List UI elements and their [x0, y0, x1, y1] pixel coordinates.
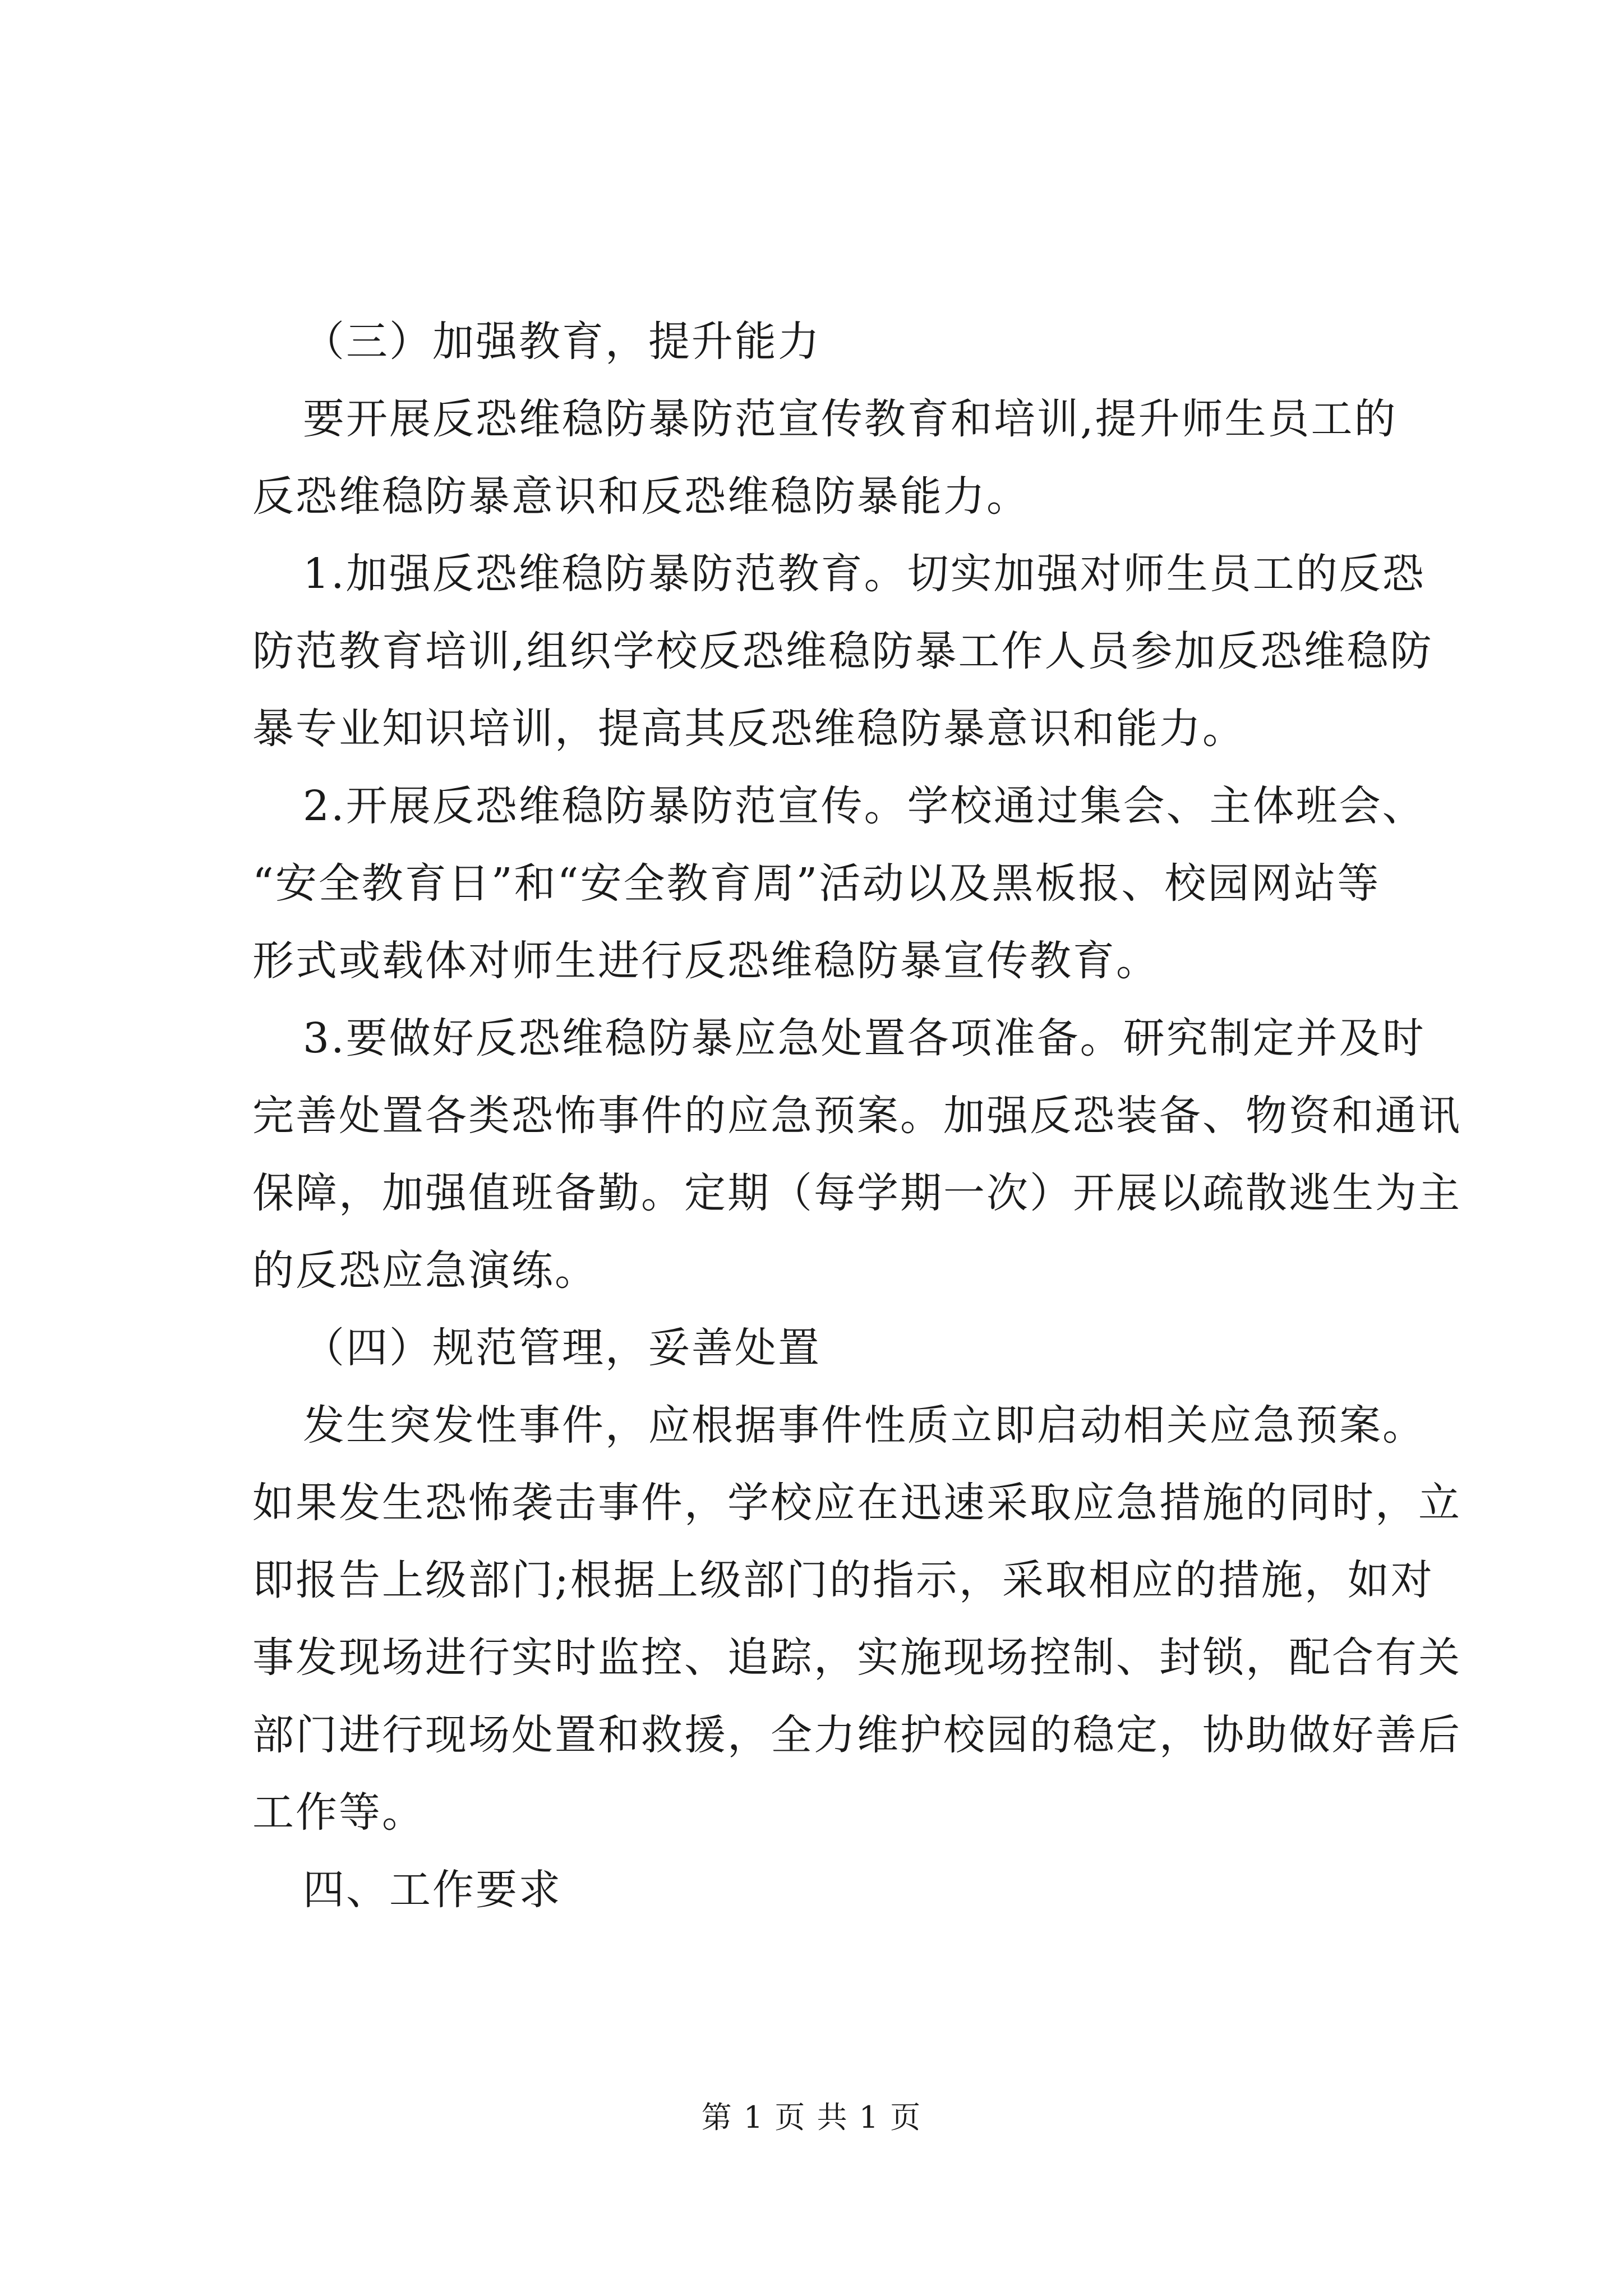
section-heading: 四、工作要求	[303, 1866, 562, 1914]
paragraph-line: 完善处置各类恐怖事件的应急预案。加强反恐装备、物资和通讯	[252, 1092, 1461, 1140]
paragraph-line: 反恐维稳防暴意识和反恐维稳防暴能力。	[252, 472, 1030, 521]
paragraph-line: 保障，加强值班备勤。定期（每学期一次）开展以疏散逃生为主	[252, 1169, 1461, 1217]
paragraph-line: 防范教育培训,组织学校反恐维稳防暴工作人员参加反恐维稳防	[252, 627, 1433, 675]
document-body	[252, 303, 1461, 1929]
page-footer	[0, 2098, 1623, 2137]
paragraph-line: 如果发生恐怖袭击事件，学校应在迅速采取应急措施的同时，立	[252, 1479, 1461, 1527]
paragraph-line: 发生突发性事件，应根据事件性质立即启动相关应急预案。	[303, 1401, 1426, 1450]
list-item-line: 2.开展反恐维稳防暴防范宣传。学校通过集会、主体班会、	[303, 782, 1426, 830]
paragraph-line: 部门进行现场处置和救援，全力维护校园的稳定，协助做好善后	[252, 1711, 1461, 1759]
list-item-line: 1.加强反恐维稳防暴防范教育。切实加强对师生员工的反恐	[303, 550, 1426, 598]
paragraph-line: 工作等。	[252, 1788, 425, 1837]
paragraph-line: 暴专业知识培训，提高其反恐维稳防暴意识和能力。	[252, 705, 1246, 753]
page-number-label: 第 1 页 共 1 页	[701, 2100, 922, 2135]
paragraph-line: 要开展反恐维稳防暴防范宣传教育和培训,提升师生员工的	[303, 395, 1398, 443]
section-heading: （三）加强教育，提升能力	[303, 318, 821, 366]
paragraph-line: “安全教育日”和“安全教育周”活动以及黑板报、校园网站等	[252, 859, 1381, 908]
paragraph-line: 的反恐应急演练。	[252, 1246, 598, 1295]
paragraph-line: 事发现场进行实时监控、追踪，实施现场控制、封锁，配合有关	[252, 1634, 1461, 1682]
paragraph-line: 形式或载体对师生进行反恐维稳防暴宣传教育。	[252, 937, 1159, 985]
list-item-line: 3.要做好反恐维稳防暴应急处置各项准备。研究制定并及时	[303, 1014, 1426, 1062]
paragraph-line: 即报告上级部门;根据上级部门的指示，采取相应的措施，如对	[252, 1556, 1434, 1604]
section-heading: （四）规范管理，妥善处置	[303, 1324, 821, 1372]
